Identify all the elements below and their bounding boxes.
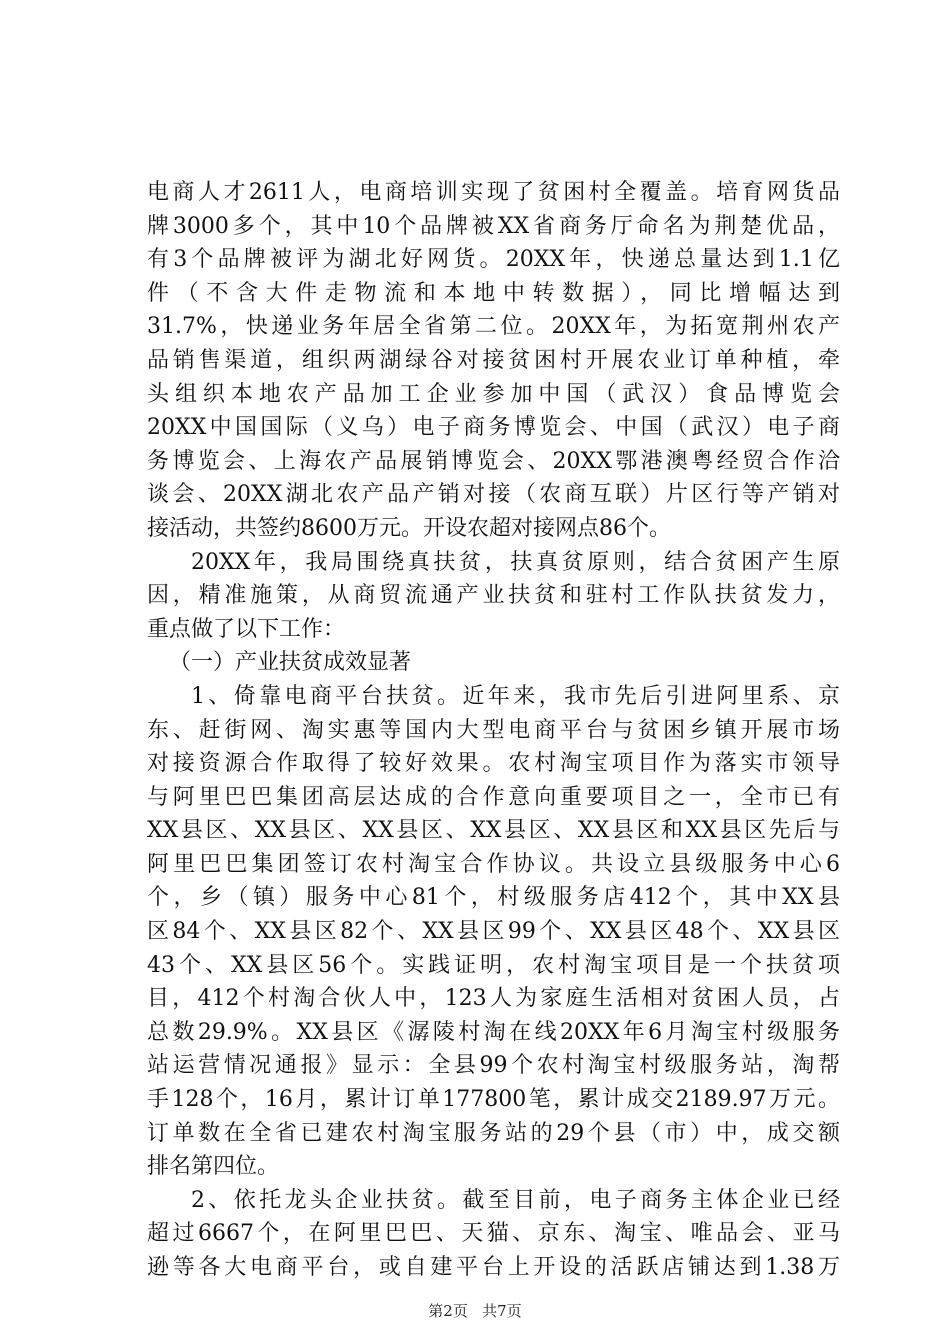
text-line: 个，乡（镇）服务中心81个，村级服务店412个，其中XX县 [147,885,840,911]
page-total: 共7页 [482,1302,522,1320]
text-line: 31.7%，快递业务年居全省第二位。20XX年，为拓宽荆州农产 [147,314,840,340]
text-line: 品销售渠道，组织两湖绿谷对接贫困村开展农业订单种植，牵 [147,347,840,373]
text-line: 1、倚靠电商平台扶贫。近年来，我市先后引进阿里系、京 [191,683,840,709]
text-line: 接活动，共签约8600万元。开设农超对接网点86个。 [147,515,671,541]
text-line: 超过6667个，在阿里巴巴、天猫、京东、淘宝、唯品会、亚马 [147,1221,840,1247]
text-line: 对接资源合作取得了较好效果。农村淘宝项目作为落实市领导 [147,751,840,777]
text-line: 订单数在全省已建农村淘宝服务站的29个县（市）中，成交额 [147,1120,840,1146]
text-line: 43个、XX县区56个。实践证明，农村淘宝项目是一个扶贫项 [147,952,840,978]
text-line: 目，412个村淘合伙人中，123人为家庭生活相对贫困人员，占 [147,986,840,1012]
page-footer [0,1300,950,1321]
text-line: 头组织本地农产品加工企业参加中国（武汉）食品博览会 [147,381,840,407]
text-line: 务博览会、上海农产品展销博览会、20XX鄂港澳粤经贸合作洽 [147,448,840,474]
text-line: 电商人才2611人，电商培训实现了贫困村全覆盖。培育网货品 [147,180,840,205]
text-line: 重点做了以下工作： [147,616,346,642]
text-line: 东、赶街网、淘实惠等国内大型电商平台与贫困乡镇开展市场 [147,717,840,743]
text-line: 总数29.9%。XX县区《潺陵村淘在线20XX年6月淘宝村级服务 [147,1019,840,1045]
text-line: 排名第四位。 [147,1154,280,1180]
section-heading: （一）产业扶贫成效显著 [169,650,412,676]
text-line: 站运营情况通报》显示：全县99个农村淘宝村级服务站，淘帮 [147,1053,840,1079]
text-line: 2、依托龙头企业扶贫。截至目前，电子商务主体企业已经 [191,1187,840,1213]
text-line: 牌3000多个，其中10个品牌被XX省商务厅命名为荆楚优品， [147,213,840,239]
text-line: 件（不含大件走物流和本地中转数据），同比增幅达到 [147,280,840,306]
text-line: 区84个、XX县区82个、XX县区99个、XX县区48个、XX县区 [147,919,840,945]
text-line: 20XX中国国际（义乌）电子商务博览会、中国（武汉）电子商 [147,415,840,441]
text-line: 阿里巴巴集团签订农村淘宝合作协议。共设立县级服务中心6 [147,851,840,877]
text-line: 逊等各大电商平台，或自建平台上开设的活跃店铺达到1.38万 [147,1255,840,1280]
text-line: 手128个，16月，累计订单177800笔，累计成交2189.97万元。 [147,1087,840,1113]
text-line: 谈会、20XX湖北农产品产销对接（农商互联）片区行等产销对 [147,482,840,508]
text-line: XX县区、XX县区、XX县区、XX县区、XX县区和XX县区先后与 [147,818,840,844]
text-line: 20XX年，我局围绕真扶贫，扶真贫原则，结合贫困产生原 [191,549,840,575]
page-number: 第2页 [428,1302,468,1320]
document-body [147,176,840,1285]
text-line: 因，精准施策，从商贸流通产业扶贫和驻村工作队扶贫发力， [147,583,840,609]
text-line: 与阿里巴巴集团高层达成的合作意向重要项目之一，全市已有 [147,784,840,810]
text-line: 有3个品牌被评为湖北好网货。20XX年，快递总量达到1.1亿 [147,247,840,273]
